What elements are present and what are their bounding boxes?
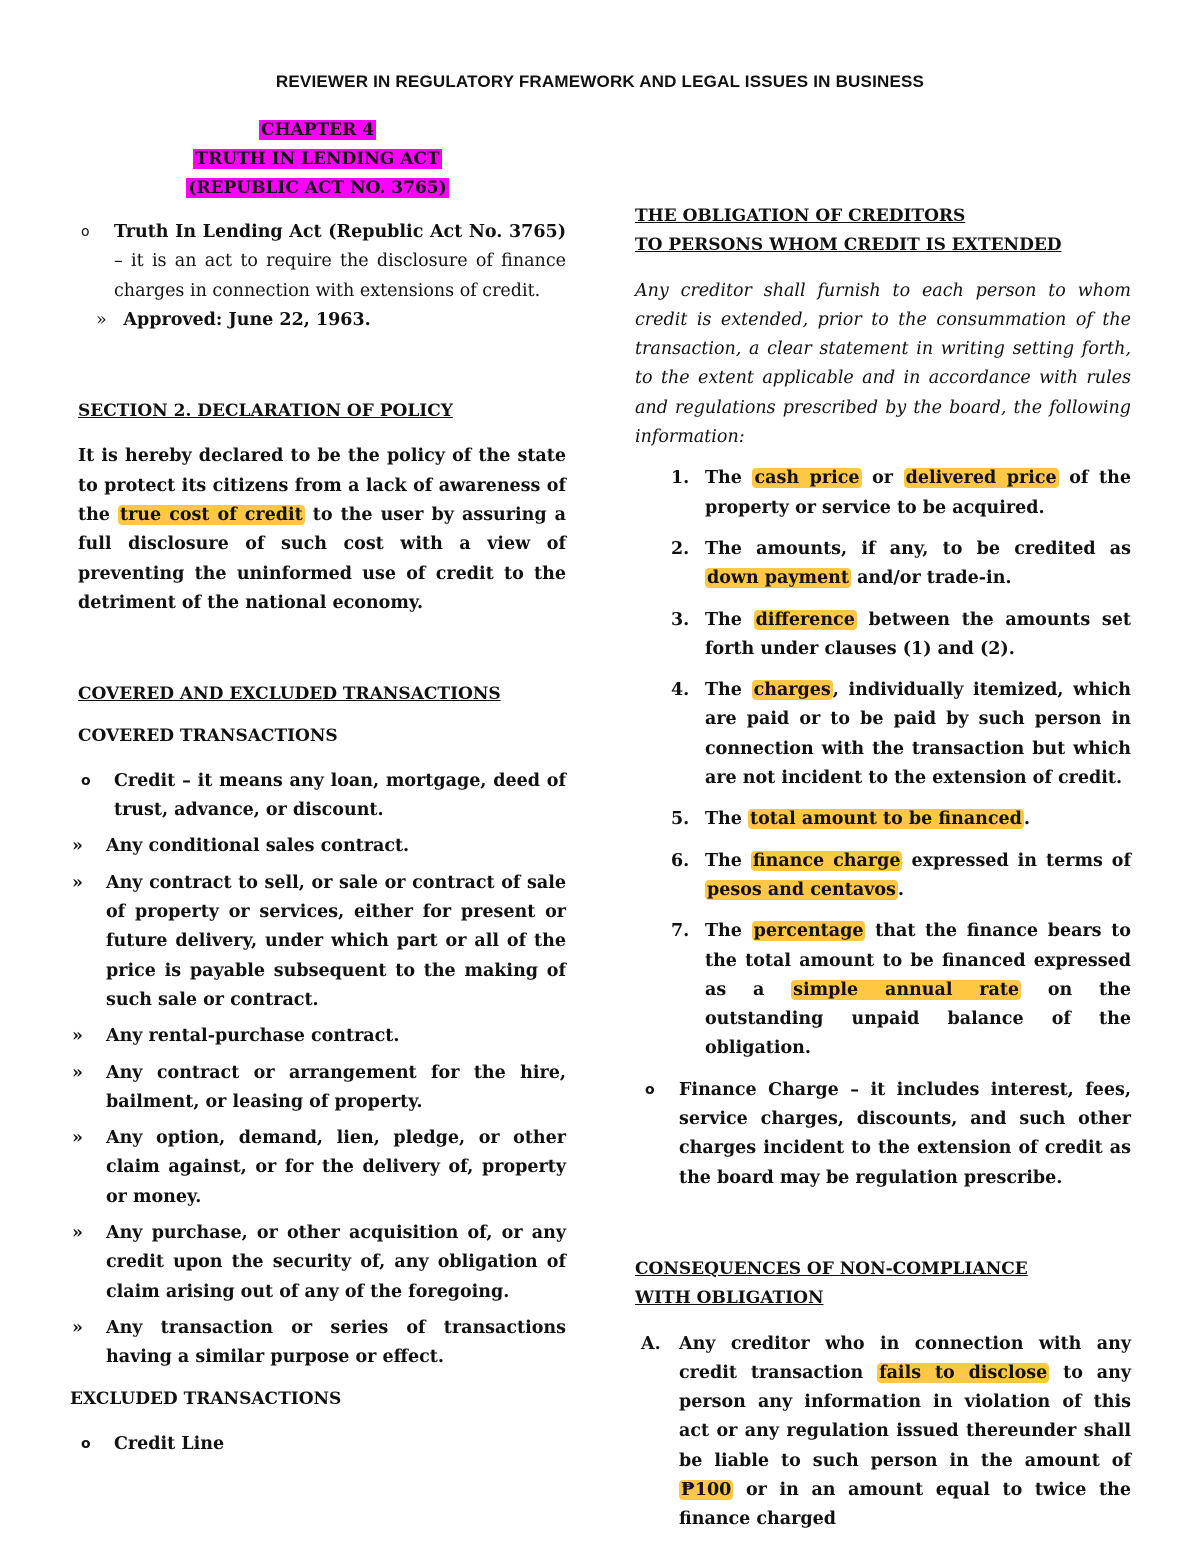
- double-arrow-bullet-icon: »: [72, 1128, 83, 1149]
- intro-definition-text: – it is an act to require the disclosure of finance charges in connection with extensions of credit.: [114, 251, 566, 301]
- left-column: [70, 218, 566, 1459]
- section2-text-after: to the user by assuring a full disclosure of such cost with a view of preventing the uninformed use of credit to the detriment of the national economy.: [78, 505, 566, 613]
- double-arrow-bullet-icon: »: [72, 1026, 83, 1047]
- list-item: [72, 869, 566, 1015]
- obligation-heading: [635, 202, 1131, 261]
- highlight-term: total amount to be financed: [749, 809, 1022, 830]
- credit-definition-text: Credit – it means any loan, mortgage, deed of trust, advance, or discount.: [114, 770, 566, 821]
- covered-list: [72, 832, 566, 1372]
- credit-definition: [78, 767, 566, 826]
- excluded-item-text: Credit Line: [114, 1433, 225, 1454]
- intro-definition: [78, 218, 566, 306]
- item-number: 3.: [671, 609, 690, 630]
- obligation-heading-line2: TO PERSONS WHOM CREDIT IS EXTENDED: [635, 235, 1062, 256]
- highlight-term: charges: [753, 680, 831, 701]
- chapter-number: CHAPTER 4: [260, 120, 375, 140]
- consequences-heading-line1: CONSEQUENCES OF NON-COMPLIANCE: [635, 1258, 1028, 1279]
- double-arrow-bullet-icon: »: [72, 836, 83, 857]
- covered-item-text: Any contract to sell, or sale or contract of sale of property or services, either for present or future delivery, under which part or all of the price is payable subsequent to the making of such sale or contract.: [106, 872, 566, 1010]
- circle-bullet-icon: o: [81, 1435, 91, 1452]
- section2-text-before: It is hereby declared to be the policy of the state to protect its citizens from a lack of awareness of the: [78, 446, 566, 526]
- approved-date: Approved: June 22, 1963.: [123, 309, 371, 330]
- list-item: [72, 1219, 566, 1307]
- double-arrow-bullet-icon: »: [72, 872, 83, 893]
- item-number: 2.: [671, 538, 690, 559]
- circle-bullet-icon: o: [645, 1081, 655, 1098]
- double-arrow-bullet-icon: »: [96, 309, 107, 330]
- highlight-term: finance charge: [752, 850, 901, 871]
- finance-charge-text: Finance Charge – it includes interest, fees, service charges, discounts, and such other charges incident to the extension of credit as the board may be regulation prescribe.: [679, 1079, 1131, 1188]
- covered-item-text: Any transaction or series of transactions having a similar purpose or effect.: [106, 1317, 566, 1368]
- double-arrow-bullet-icon: »: [72, 1223, 83, 1244]
- highlight-term: fails to disclose: [879, 1362, 1048, 1383]
- double-arrow-bullet-icon: »: [72, 1062, 83, 1083]
- item-number: 5.: [671, 809, 690, 830]
- covered-subheading: COVERED TRANSACTIONS: [78, 725, 338, 746]
- covered-item-text: Any rental-purchase contract.: [106, 1026, 400, 1047]
- covered-heading: COVERED AND EXCLUDED TRANSACTIONS: [78, 684, 501, 705]
- highlight-term: difference: [755, 609, 855, 630]
- list-item: [72, 1059, 566, 1118]
- chapter-name: TRUTH IN LENDING ACT: [195, 149, 440, 169]
- approved-line: [78, 306, 566, 335]
- consequences-heading: [635, 1255, 1131, 1314]
- covered-item-text: Any contract or arrangement for the hire, bailment, or leasing of property.: [106, 1062, 566, 1112]
- section2-heading: SECTION 2. DECLARATION OF POLICY: [78, 401, 453, 422]
- list-item: 7. The percentage that the finance bears to the total amount to be financed expressed as a simple annual rate on the outstanding unpaid balance of the obligation.: [635, 917, 1131, 1063]
- obligation-heading-line1: THE OBLIGATION OF CREDITORS: [635, 206, 966, 226]
- item-letter: A.: [641, 1333, 661, 1354]
- highlight-term: cash price: [754, 468, 860, 489]
- highlight-term: pesos and centavos: [707, 879, 896, 900]
- highlight-term: delivered price: [905, 468, 1057, 489]
- circle-bullet-icon: o: [81, 224, 90, 240]
- list-item: 6. The finance charge expressed in terms of pesos and centavos .: [635, 847, 1131, 906]
- double-arrow-bullet-icon: »: [72, 1317, 83, 1338]
- list-item: [72, 1314, 566, 1373]
- covered-item-text: Any option, demand, lien, pledge, or other claim against, or for the delivery of, property or money.: [106, 1128, 566, 1207]
- item-number: 4.: [671, 680, 690, 701]
- list-item: 2. The amounts, if any, to be credited as down payment and/or trade-in.: [635, 535, 1131, 594]
- list-item: 1. The cash price or delivered price of the property or service to be acquired.: [635, 464, 1131, 523]
- highlight-term: percentage: [753, 921, 864, 942]
- consequence-item-a: A. Any creditor who in connection with any credit transaction fails to disclose to any person any information in violation of this act or any regulation issued thereunder shall be liable to such person in the amount of ₱100 or in an amount equal to twice the finance charged: [635, 1330, 1131, 1535]
- list-item: 4. The charges , individually itemized, which are paid or to be paid by such person in connection with the transaction but which are not incident to the extension of credit.: [635, 676, 1131, 793]
- obligation-list: [635, 464, 1131, 1063]
- chapter-header: [150, 116, 485, 203]
- finance-charge-definition: [635, 1076, 1131, 1193]
- excluded-item: [78, 1430, 566, 1459]
- circle-bullet-icon: o: [81, 772, 91, 789]
- item-number: 1.: [671, 468, 690, 489]
- item-number: 7.: [671, 921, 690, 942]
- right-column: [635, 202, 1131, 1535]
- section2-text: [78, 442, 566, 618]
- document-title: REVIEWER IN REGULATORY FRAMEWORK AND LEGAL ISSUES IN BUSINESS: [275, 72, 925, 91]
- list-item: [72, 832, 566, 861]
- obligation-intro: Any creditor shall furnish to each person to whom credit is extended, prior to the consummation of the transaction, a clear statement in writing setting forth, to the extent applicable and in accordance with rules and regulations prescribed by the board, the following information:: [635, 280, 1131, 448]
- highlight-term: ₱100: [681, 1479, 732, 1500]
- list-item: [72, 1022, 566, 1051]
- chapter-act: (REPUBLIC ACT NO. 3765): [188, 178, 447, 198]
- list-item: 5. The total amount to be financed .: [635, 805, 1131, 834]
- consequences-heading-line2: WITH OBLIGATION: [635, 1288, 824, 1309]
- highlight-term: down payment: [707, 568, 849, 589]
- excluded-subheading: EXCLUDED TRANSACTIONS: [70, 1388, 342, 1409]
- covered-item-text: Any conditional sales contract.: [106, 836, 410, 857]
- highlight-true-cost: true cost of credit: [120, 505, 303, 526]
- list-item: 3. The difference between the amounts set forth under clauses (1) and (2).: [635, 606, 1131, 665]
- covered-item-text: Any purchase, or other acquisition of, or any credit upon the security of, any obligation of claim arising out of any of the foregoing.: [106, 1223, 566, 1302]
- item-number: 6.: [671, 850, 690, 871]
- highlight-term: simple annual rate: [793, 979, 1020, 1000]
- list-item: [72, 1124, 566, 1212]
- intro-term: Truth In Lending Act (Republic Act No. 3765): [114, 222, 566, 242]
